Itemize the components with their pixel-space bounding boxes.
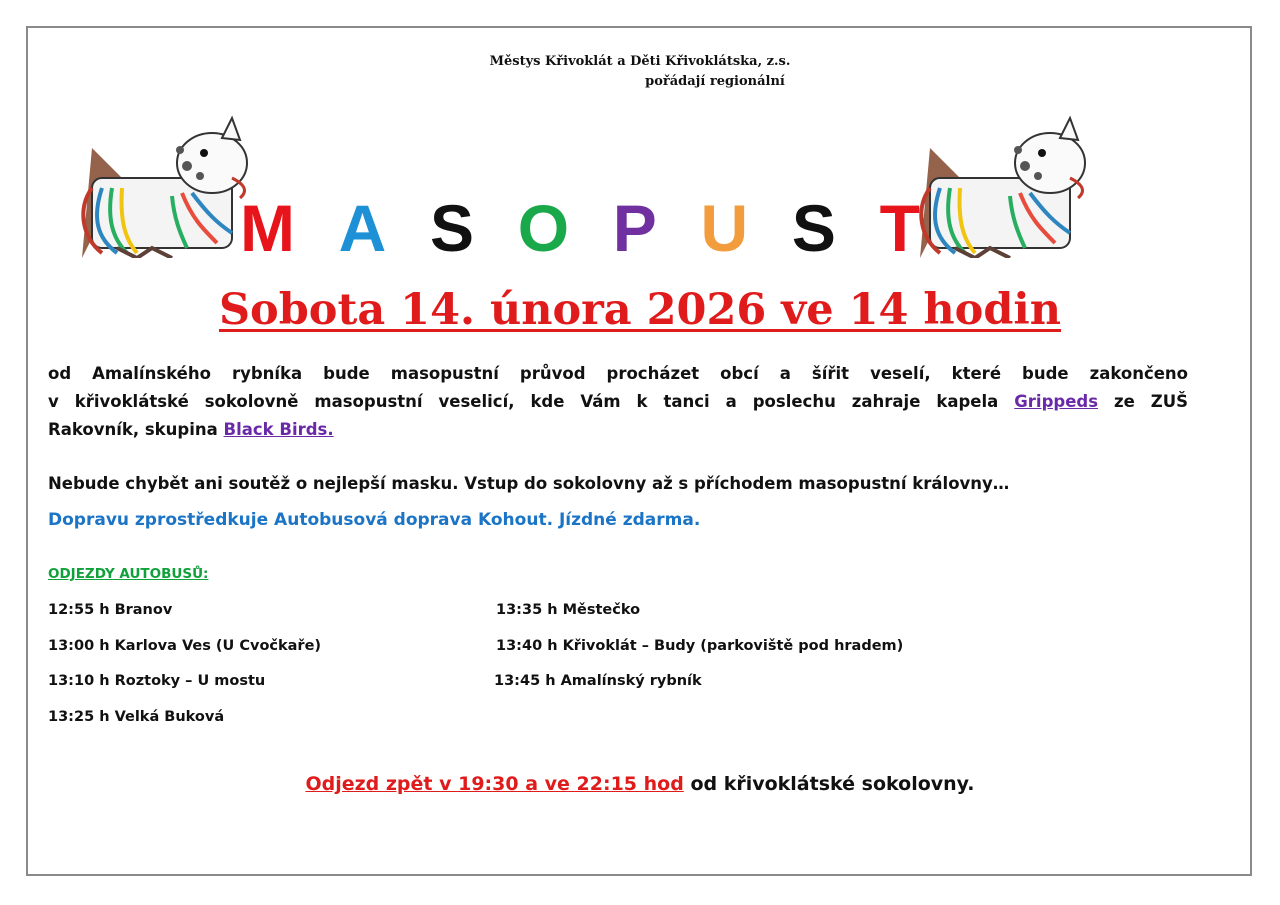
title-letter: T xyxy=(879,191,920,265)
organizer-line-1: Městys Křivoklát a Děti Křivoklátska, z.s. xyxy=(489,54,791,69)
departure-item: 13:00 h Karlova Ves (U Cvočkaře) xyxy=(48,638,322,654)
return-times: Odjezd zpět v 19:30 a ve 22:15 hod xyxy=(305,773,684,795)
band-link-black-birds[interactable]: Black Birds. xyxy=(223,420,334,439)
transport-info: Dopravu zprostředkuje Autobusová doprava Kohout. Jízdné zdarma. xyxy=(48,510,701,530)
description-line-3 xyxy=(48,416,1188,444)
title-letter: O xyxy=(517,191,570,265)
title-letter: S xyxy=(791,191,836,265)
organizer-text xyxy=(0,52,1280,92)
description-text: Rakovník, skupina xyxy=(48,420,218,439)
description-text: v křivoklátské sokolovně masopustní veselicí, kde Vám k tanci a poslechu zahraje kapela xyxy=(48,392,999,411)
description-line-1: od Amalínského rybníka bude masopustní průvod procházet obcí a šířit veselí, které bude zakončeno xyxy=(48,364,1188,383)
masopust-title xyxy=(240,188,920,268)
title-letter: M xyxy=(240,191,295,265)
return-location: od křivoklátské sokolovny. xyxy=(690,773,975,795)
departure-item: 13:10 h Roztoky – U mostu xyxy=(48,673,266,689)
description-line-4: Nebude chybět ani soutěž o nejlepší masku. Vstup do sokolovny až s příchodem masopustní královny… xyxy=(48,474,1010,493)
return-info xyxy=(0,773,1280,795)
description-line-2 xyxy=(48,388,1188,416)
departure-item: 13:40 h Křivoklát – Budy (parkoviště pod hradem) xyxy=(496,638,904,654)
organizer-line-2: pořádají regionální xyxy=(645,74,785,89)
departure-item: 12:55 h Branov xyxy=(48,602,173,618)
description-text: ze ZUŠ xyxy=(1113,392,1188,411)
departure-item: 13:35 h Městečko xyxy=(496,602,641,618)
event-date: Sobota 14. února 2026 ve 14 hodin xyxy=(218,285,1062,335)
departure-item: 13:45 h Amalínský rybník xyxy=(494,673,702,689)
masopust-horse-icon xyxy=(62,108,267,258)
title-letter: S xyxy=(430,191,475,265)
masopust-horse-icon xyxy=(900,108,1105,258)
title-letter: A xyxy=(338,191,387,265)
departures-heading: ODJEZDY AUTOBUSŮ: xyxy=(48,566,209,582)
departure-item: 13:25 h Velká Buková xyxy=(48,709,225,725)
band-link-grippeds[interactable]: Grippeds xyxy=(1014,392,1099,411)
event-description xyxy=(48,360,1188,444)
title-letter: U xyxy=(700,191,749,265)
title-letter: P xyxy=(612,191,657,265)
